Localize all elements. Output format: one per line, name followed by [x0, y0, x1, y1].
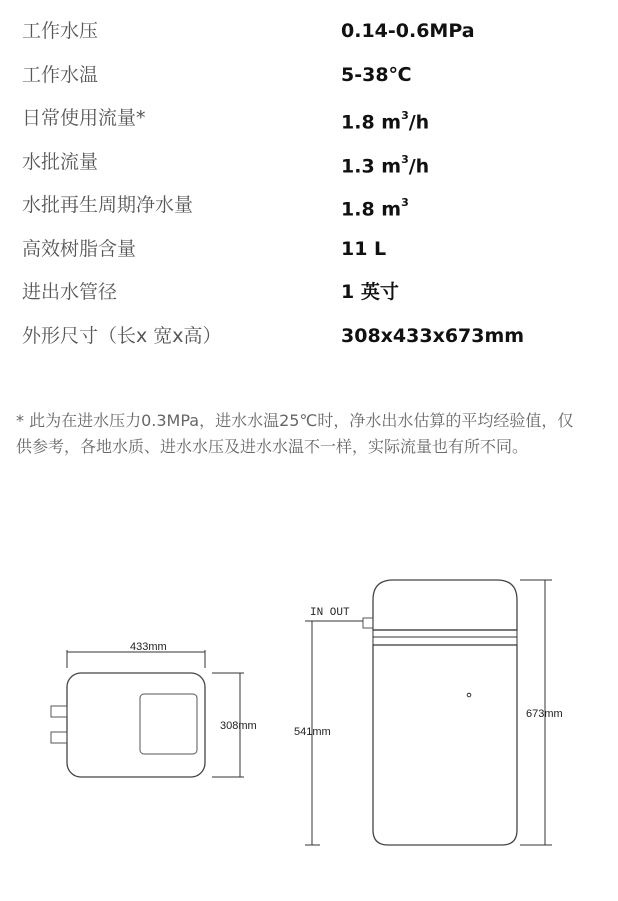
spec-value: 1.3 $m^3/h$ [341, 153, 430, 178]
spec-row [0, 227, 618, 271]
spec-value: 1 英寸 [341, 281, 399, 303]
spec-row [0, 9, 618, 53]
in-out-label: IN OUT [310, 607, 350, 619]
spec-label: 工作水温 [22, 64, 99, 86]
spec-value: 0.14-0.6MPa [341, 20, 475, 42]
total-height-dimension-label: 673mm [526, 708, 563, 720]
side-view-drawing [305, 580, 552, 845]
spec-row [0, 96, 618, 140]
body-height-dimension-label: 541mm [294, 726, 331, 738]
spec-row [0, 183, 618, 227]
spec-value: 1.8 $m^3/h$ [341, 109, 430, 134]
spec-row [0, 270, 618, 314]
top-view-drawing [51, 650, 244, 777]
width-dimension-label: 433mm [130, 641, 167, 653]
spec-label: 水批流量 [22, 151, 99, 173]
spec-row [0, 140, 618, 184]
spec-label: 高效树脂含量 [22, 238, 137, 260]
spec-label: 外形尺寸（长x 宽x高） [22, 325, 222, 347]
spec-value: 308x433x673mm [341, 325, 525, 347]
footnote: * 此为在进水压力0.3MPa，进水水温25℃时，净水出水估算的平均经验值，仅供参考，各地水质、进水水压及进水水温不一样，实际流量也有所不同。 [16, 411, 574, 456]
spec-label: 进出水管径 [22, 281, 118, 303]
spec-row [0, 314, 618, 358]
spec-label: 水批再生周期净水量 [22, 194, 194, 216]
spec-label: 工作水压 [22, 20, 99, 42]
spec-row [0, 53, 618, 97]
depth-dimension-label: 308mm [220, 720, 257, 732]
spec-value: 5-38℃ [341, 64, 412, 86]
spec-label: 日常使用流量* [22, 107, 146, 129]
spec-value: 11 L [341, 238, 387, 260]
spec-value: 1.8 $m^3$ [341, 196, 409, 221]
